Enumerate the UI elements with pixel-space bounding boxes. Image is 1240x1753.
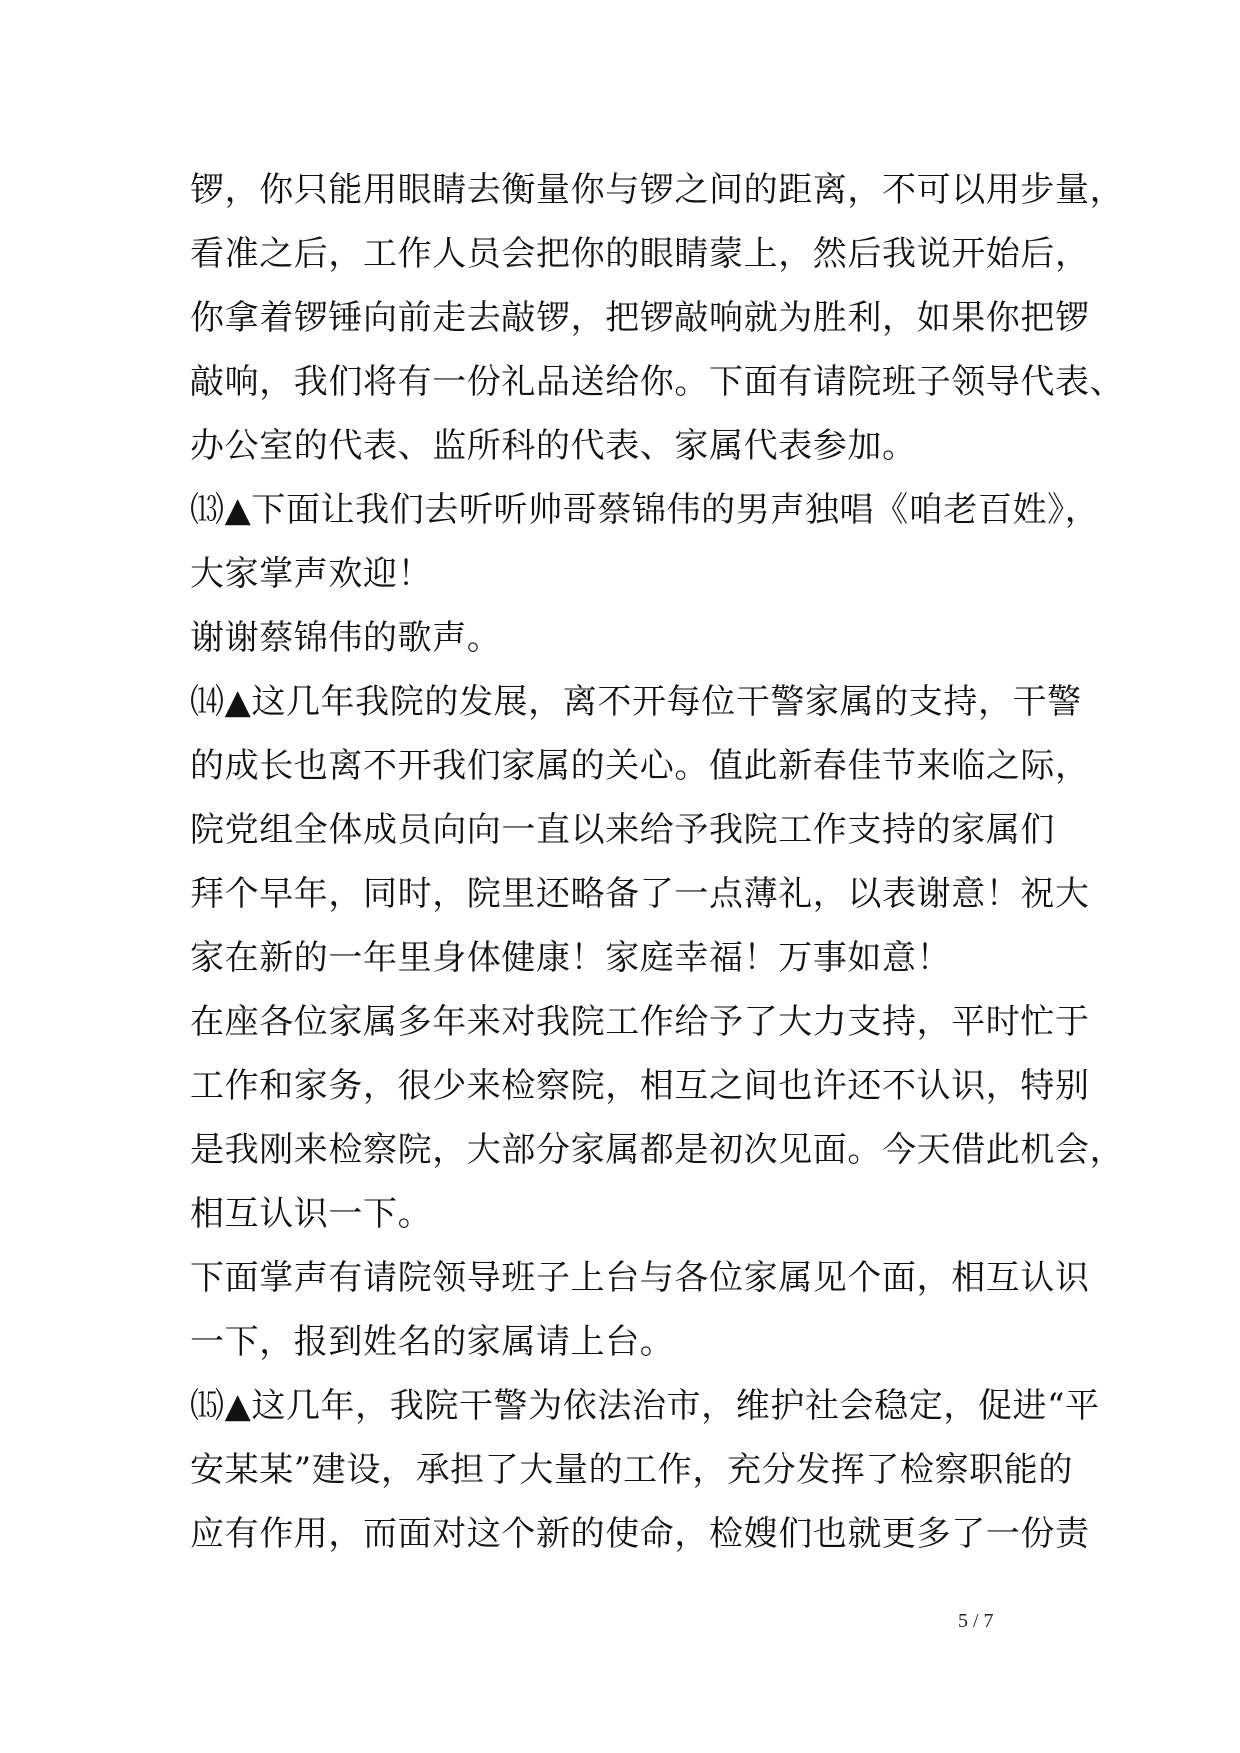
text-line: 家在新的一年里身体健康！家庭幸福！万事如意！ [190,938,952,978]
text-line: 拜个早年，同时，院里还略备了一点薄礼，以表谢意！祝大 [190,874,1090,914]
text-line: 相互认识一下。 [190,1194,433,1234]
body-text [190,158,1125,1566]
text-line: ⒁▲这几年我院的发展，离不开每位干警家属的支持，干警 [190,682,1082,722]
text-line: 工作和家务，很少来检察院，相互之间也许还不认识，特别 [190,1066,1090,1106]
page-number: 5 / 7 [958,1610,994,1632]
text-line: 在座各位家属多年来对我院工作给予了大力支持，平时忙于 [190,1002,1090,1042]
text-line: 是我刚来检察院，大部分家属都是初次见面。今天借此机会， [190,1130,1125,1170]
text-line: 应有作用，而面对这个新的使命，检嫂们也就更多了一份责 [190,1514,1090,1554]
text-line: ⒂▲这几年，我院干警为依法治市，维护社会稳定，促进“平 [190,1386,1100,1426]
text-line: 的成长也离不开我们家属的关心。值此新春佳节来临之际， [190,746,1090,786]
text-line: 看准之后，工作人员会把你的眼睛蒙上，然后我说开始后， [190,234,1090,274]
text-line: 院党组全体成员向向一直以来给予我院工作支持的家属们 [190,810,1055,850]
text-line: 谢谢蔡锦伟的歌声。 [190,618,502,658]
text-line: 安某某”建设，承担了大量的工作，充分发挥了检察职能的 [190,1450,1073,1490]
text-line: 一下，报到姓名的家属请上台。 [190,1322,675,1362]
text-line: ⒀▲下面让我们去听听帅哥蔡锦伟的男声独唱《咱老百姓》， [190,490,1100,530]
text-line: 敲响，我们将有一份礼品送给你。下面有请院班子领导代表、 [190,362,1125,402]
text-line: 办公室的代表、监所科的代表、家属代表参加。 [190,426,917,466]
text-line: 大家掌声欢迎！ [190,554,433,594]
text-line: 下面掌声有请院领导班子上台与各位家属见个面，相互认识 [190,1258,1090,1298]
text-line: 你拿着锣锤向前走去敲锣，把锣敲响就为胜利，如果你把锣 [190,298,1090,338]
text-line: 锣，你只能用眼睛去衡量你与锣之间的距离，不可以用步量， [190,170,1125,210]
